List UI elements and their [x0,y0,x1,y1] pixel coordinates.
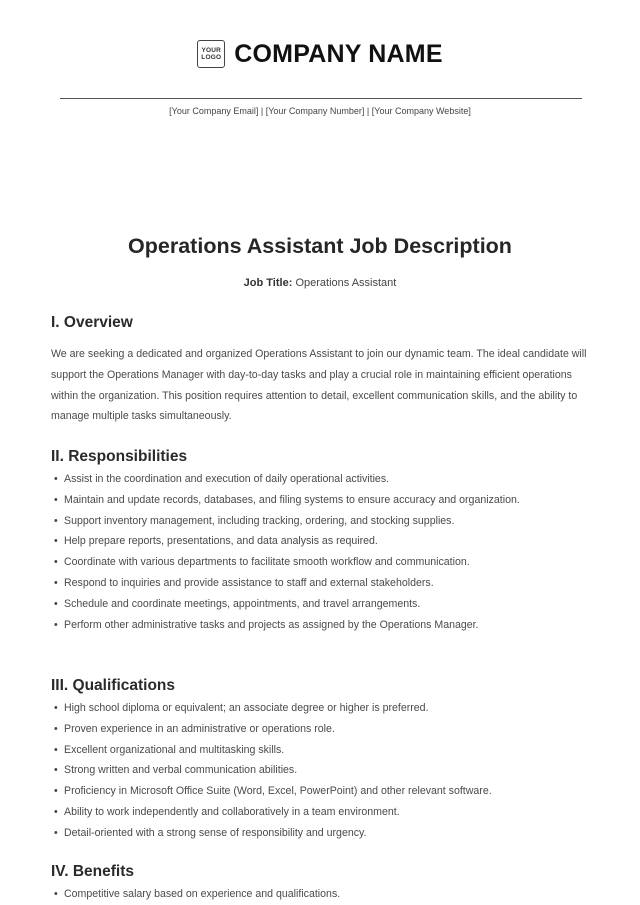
job-title-value: Operations Assistant [295,277,397,289]
company-name: COMPANY NAME [234,39,443,68]
company-contact-line: [Your Company Email] | [Your Company Number] | [Your Company Website] [169,106,471,116]
document-title: Operations Assistant Job Description [128,234,512,258]
job-title-label: Job Title: [243,277,293,289]
list-item: • Excellent organizational and multitasking skills. [51,740,571,761]
overview-text: We are seeking a dedicated and organized Operations Assistant to join our dynamic team. The ideal candidate will support the Operations Manager with day-to-day tasks and play a crucial role in maintaining efficient operations within the organization. This position requires attention to detail, excellent communication skills, and the ability to manage multiple tasks simultaneously. [51,348,587,423]
list-item: • Help prepare reports, presentations, and data analysis as required. [51,531,571,552]
list-item: • Coordinate with various departments to facilitate smooth workflow and communication. [51,552,571,573]
list-item: • Maintain and update records, databases, and filing systems to ensure accuracy and organization. [51,490,571,511]
job-title-line [0,277,640,289]
responsibilities-list [51,469,571,635]
logo-text-line1: YOUR [201,47,222,54]
list-item: • Proven experience in an administrative or operations role. [51,719,571,740]
list-item: • Respond to inquiries and provide assistance to staff and external stakeholders. [51,573,571,594]
qualifications-list [51,698,571,844]
list-item: • Detail-oriented with a strong sense of responsibility and urgency. [51,823,571,844]
overview-heading: I. Overview [51,314,133,331]
header-divider [60,98,582,99]
list-item: • Strong written and verbal communication abilities. [51,760,571,781]
list-item: • Perform other administrative tasks and projects as assigned by the Operations Manager. [51,615,571,636]
list-item: • Assist in the coordination and execution of daily operational activities. [51,469,571,490]
list-item: • Support inventory management, including tracking, ordering, and stocking supplies. [51,511,571,532]
company-logo-placeholder [197,40,225,68]
qualifications-heading: III. Qualifications [51,677,176,694]
list-item: • Competitive salary based on experience and qualifications. [51,884,571,905]
list-item: • Proficiency in Microsoft Office Suite (Word, Excel, PowerPoint) and other relevant software. [51,781,571,802]
benefits-heading: IV. Benefits [51,863,134,880]
list-item: • High school diploma or equivalent; an associate degree or higher is preferred. [51,698,571,719]
list-item: • Ability to work independently and collaboratively in a team environment. [51,802,571,823]
logo-text-line2: LOGO [201,54,222,61]
responsibilities-heading: II. Responsibilities [51,448,188,465]
list-item: • Schedule and coordinate meetings, appointments, and travel arrangements. [51,594,571,615]
document-header [0,34,640,74]
benefits-list [51,884,571,905]
